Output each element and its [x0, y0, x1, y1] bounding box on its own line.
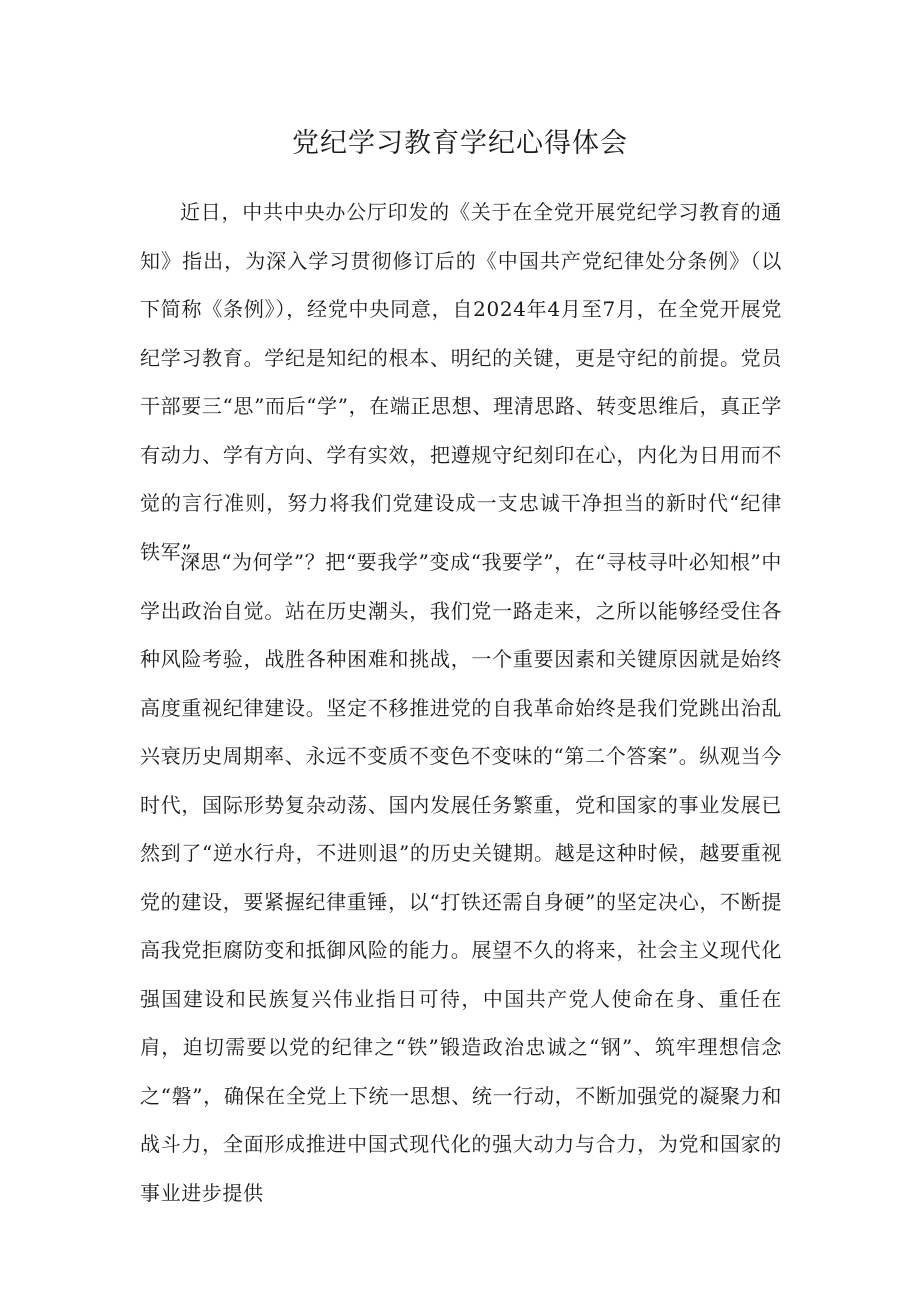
paragraph-1: 近日，中共中央办公厅印发的《关于在全党开展党纪学习教育的通知》指出，为深入学习贯彻修订后的《中国共产党纪律处分条例》（以下简称《条例》），经党中央同意，自2024年4月至7月，在全党开展党纪学习教育。学纪是知纪的根本、明纪的关键，更是守纪的前提。党员干部要三“思”而后“学”，在端正思想、理清思路、转变思维后，真正学有动力、学有方向、学有实效，把遵规守纪刻印在心，内化为日用而不觉的言行准则，努力将我们党建设成一支忠诚干净担当的新时代“纪律铁军”。 — [140, 200, 782, 564]
document-title: 党纪学习教育学纪心得体会 — [292, 128, 628, 159]
paragraph-2: 深思“为何学”？把“要我学”变成“我要学”，在“寻枝寻叶必知根”中学出政治自觉。站在历史潮头，我们党一路走来，之所以能够经受住各种风险考验，战胜各种困难和挑战，一个重要因素和关键原因就是始终高度重视纪律建设。坚定不移推进党的自我革命始终是我们党跳出治乱兴衰历史周期率、永远不变质不变色不变味的“第二个答案”。纵观当今时代，国际形势复杂动荡、国内发展任务繁重，党和国家的事业发展已然到了“逆水行舟，不进则退”的历史关键期。越是这种时候，越要重视党的建设，要紧握纪律重锤，以“打铁还需自身硬”的坚定决心，不断提高我党拒腐防变和抵御风险的能力。展望不久的将来，社会主义现代化强国建设和民族复兴伟业指日可待，中国共产党人使命在身、重任在肩，迫切需要以党的纪律之“铁”锻造政治忠诚之“钢”、筑牢理想信念之“磐”，确保在全党上下统一思想、统一行动，不断加强党的凝聚力和战斗力，全面形成推进中国式现代化的强大动力与合力，为党和国家的事业进步提供 — [140, 550, 782, 1205]
